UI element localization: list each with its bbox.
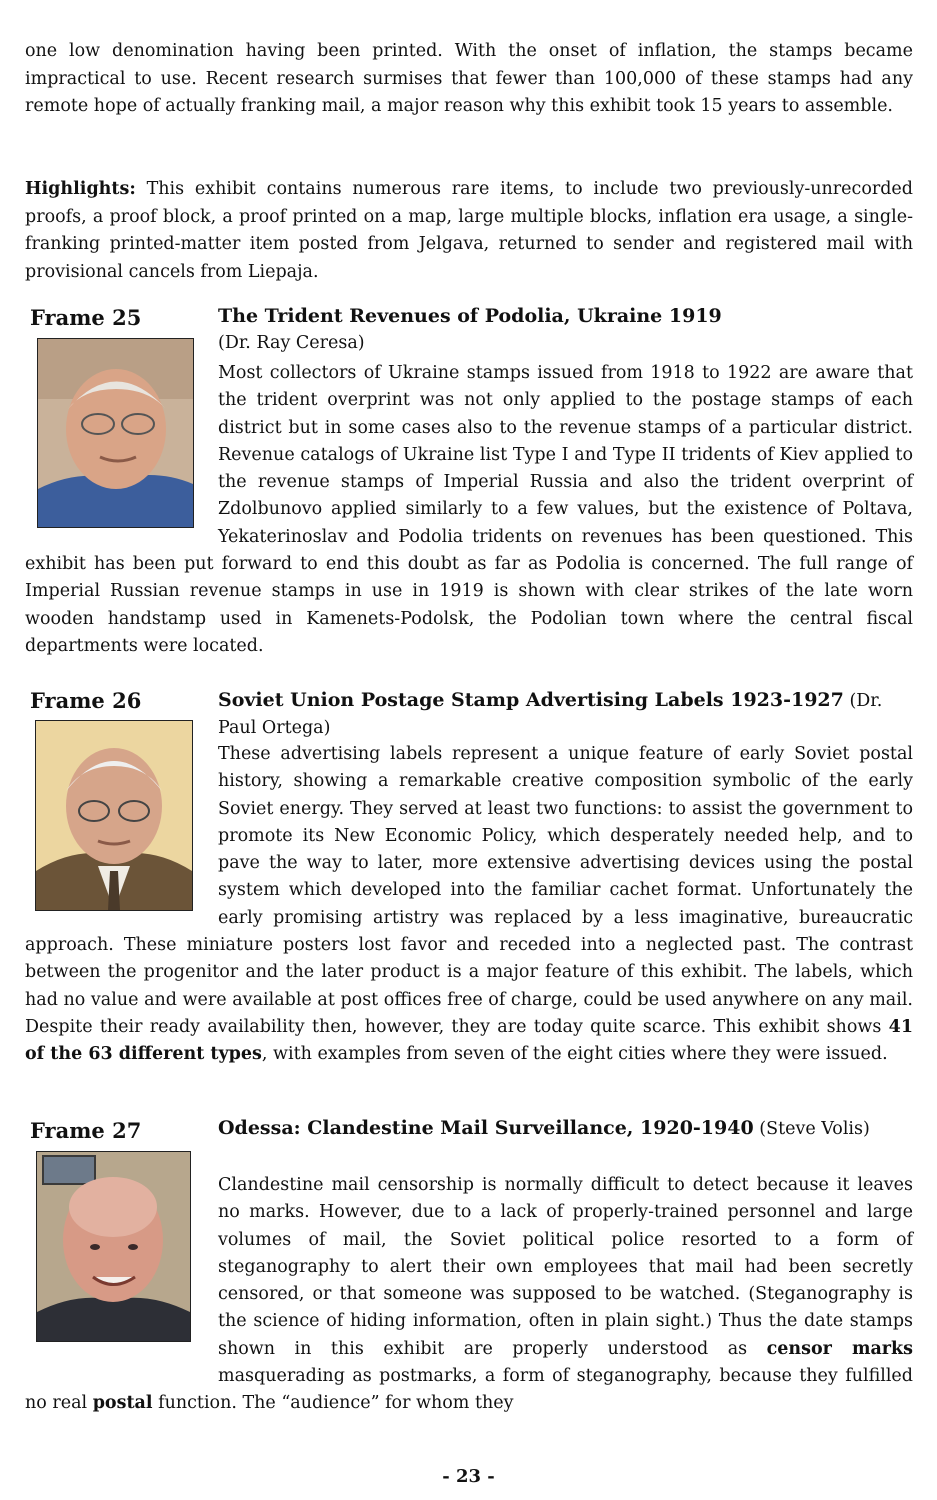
frame-26-author: (Dr. Paul Ortega) bbox=[218, 691, 883, 739]
highlights-paragraph bbox=[25, 176, 913, 286]
frame-27-text-b: masquerading as postmarks, a form of steganography, because they fulfilled no real bbox=[25, 1366, 913, 1414]
page-number: - 23 - bbox=[442, 1466, 495, 1487]
frame-25-title: The Trident Revenues of Podolia, Ukraine 1919 bbox=[218, 305, 722, 327]
frame-27-text-c: function. The “audience” for whom they bbox=[152, 1393, 514, 1414]
frame-26-text-b: , with examples from seven of the eight cities where they were issued. bbox=[261, 1044, 888, 1065]
frame-26-text-bold: 41 of the 63 different types bbox=[25, 1016, 913, 1065]
frame-27-label: Frame 27 bbox=[30, 1118, 142, 1143]
frame-27-author: (Steve Volis) bbox=[753, 1119, 870, 1139]
frame-26-label: Frame 26 bbox=[30, 688, 142, 713]
frame-27-text-a: Clandestine mail censorship is normally difficult to detect because it leaves no marks. However, due to a lack of properly-trained personnel and large volumes of mail, the Soviet political police resorted to a form of steganography to alert their own employees that mail had been secretly censored, or that someone was supposed to be watched. (Steganography is the science of hiding information, often in plain sight.) Thus the date stamps shown in this exhibit are properly understood as bbox=[218, 1175, 913, 1359]
frame-27-text-bold-1: censor marks bbox=[766, 1338, 913, 1359]
frame-27-title: Odessa: Clandestine Mail Surveillance, 1920-1940 bbox=[218, 1117, 754, 1139]
intro-paragraph bbox=[25, 38, 913, 121]
frame-25-author: (Dr. Ray Ceresa) bbox=[218, 333, 365, 353]
highlights-label: Highlights: bbox=[25, 179, 136, 199]
frame-27-heading bbox=[218, 1117, 870, 1139]
frame-27-text-bold-2: postal bbox=[92, 1393, 153, 1414]
frame-26-heading bbox=[218, 687, 913, 743]
frame-25-text: Most collectors of Ukraine stamps issued from 1918 to 1922 are aware that the trident overprint was not only applied to the postage stamps of each district but in some cases also to the revenue stamps of a particular district. Revenue catalogs of Ukraine list Type I and Type II tridents of Kiev applied to the revenue stamps of Imperial Russia and also the trident overprint of Zdolbunovo applied similarly to a few values, but the existence of Poltava, Yekaterinoslav and Podolia tridents on revenues has been questioned. This exhibit has been put forward to end this doubt as far as Podolia is concerned. The full range of Imperial Russian revenue stamps in use in 1919 is shown with clear strikes of the late worn wooden handstamp used in Kamenets-Podolsk, the Podolian town where the central fiscal departments were located. bbox=[25, 363, 913, 656]
frame-26-text-a: These advertising labels represent a unique feature of early Soviet postal history, showing a remarkable creative composition symbolic of the early Soviet energy. They served at least two functions: to assist the government to promote its New Economic Policy, which desperately needed help, and to pave the way to later, more extensive advertising devices using the postal system which developed into the familiar cachet format. Unfortunately the early promising artistry was replaced by a less imaginative, bureaucratic approach. These miniature posters lost favor and receded into a neglected past. The contrast between the progenitor and the later product is a major feature of this exhibit. The labels, which had no value and were available at post offices free of charge, could be used anywhere on any mail. Despite their ready availability then, however, they are today quite scarce. This exhibit shows bbox=[25, 744, 913, 1037]
intro-text: one low denomination having been printed. With the onset of inflation, the stamps became impractical to use. Recent research surmises that fewer than 100,000 of these stamps had any remote hope of actually franking mail, a major reason why this exhibit took 15 years to assemble. bbox=[25, 41, 913, 116]
frame-25-body bbox=[25, 360, 913, 660]
highlights-text: This exhibit contains numerous rare items, to include two previously-unrecorded proofs, a proof block, a proof printed on a map, large multiple blocks, inflation era usage, a single-franking printed-matter item posted from Jelgava, returned to sender and registered mail with provisional cancels from Liepaja. bbox=[25, 179, 913, 282]
frame-26-body bbox=[25, 741, 913, 1069]
frame-26-title: Soviet Union Postage Stamp Advertising Labels 1923-1927 bbox=[218, 689, 844, 711]
frame-25-label: Frame 25 bbox=[30, 305, 142, 330]
frame-27-body bbox=[25, 1172, 913, 1418]
